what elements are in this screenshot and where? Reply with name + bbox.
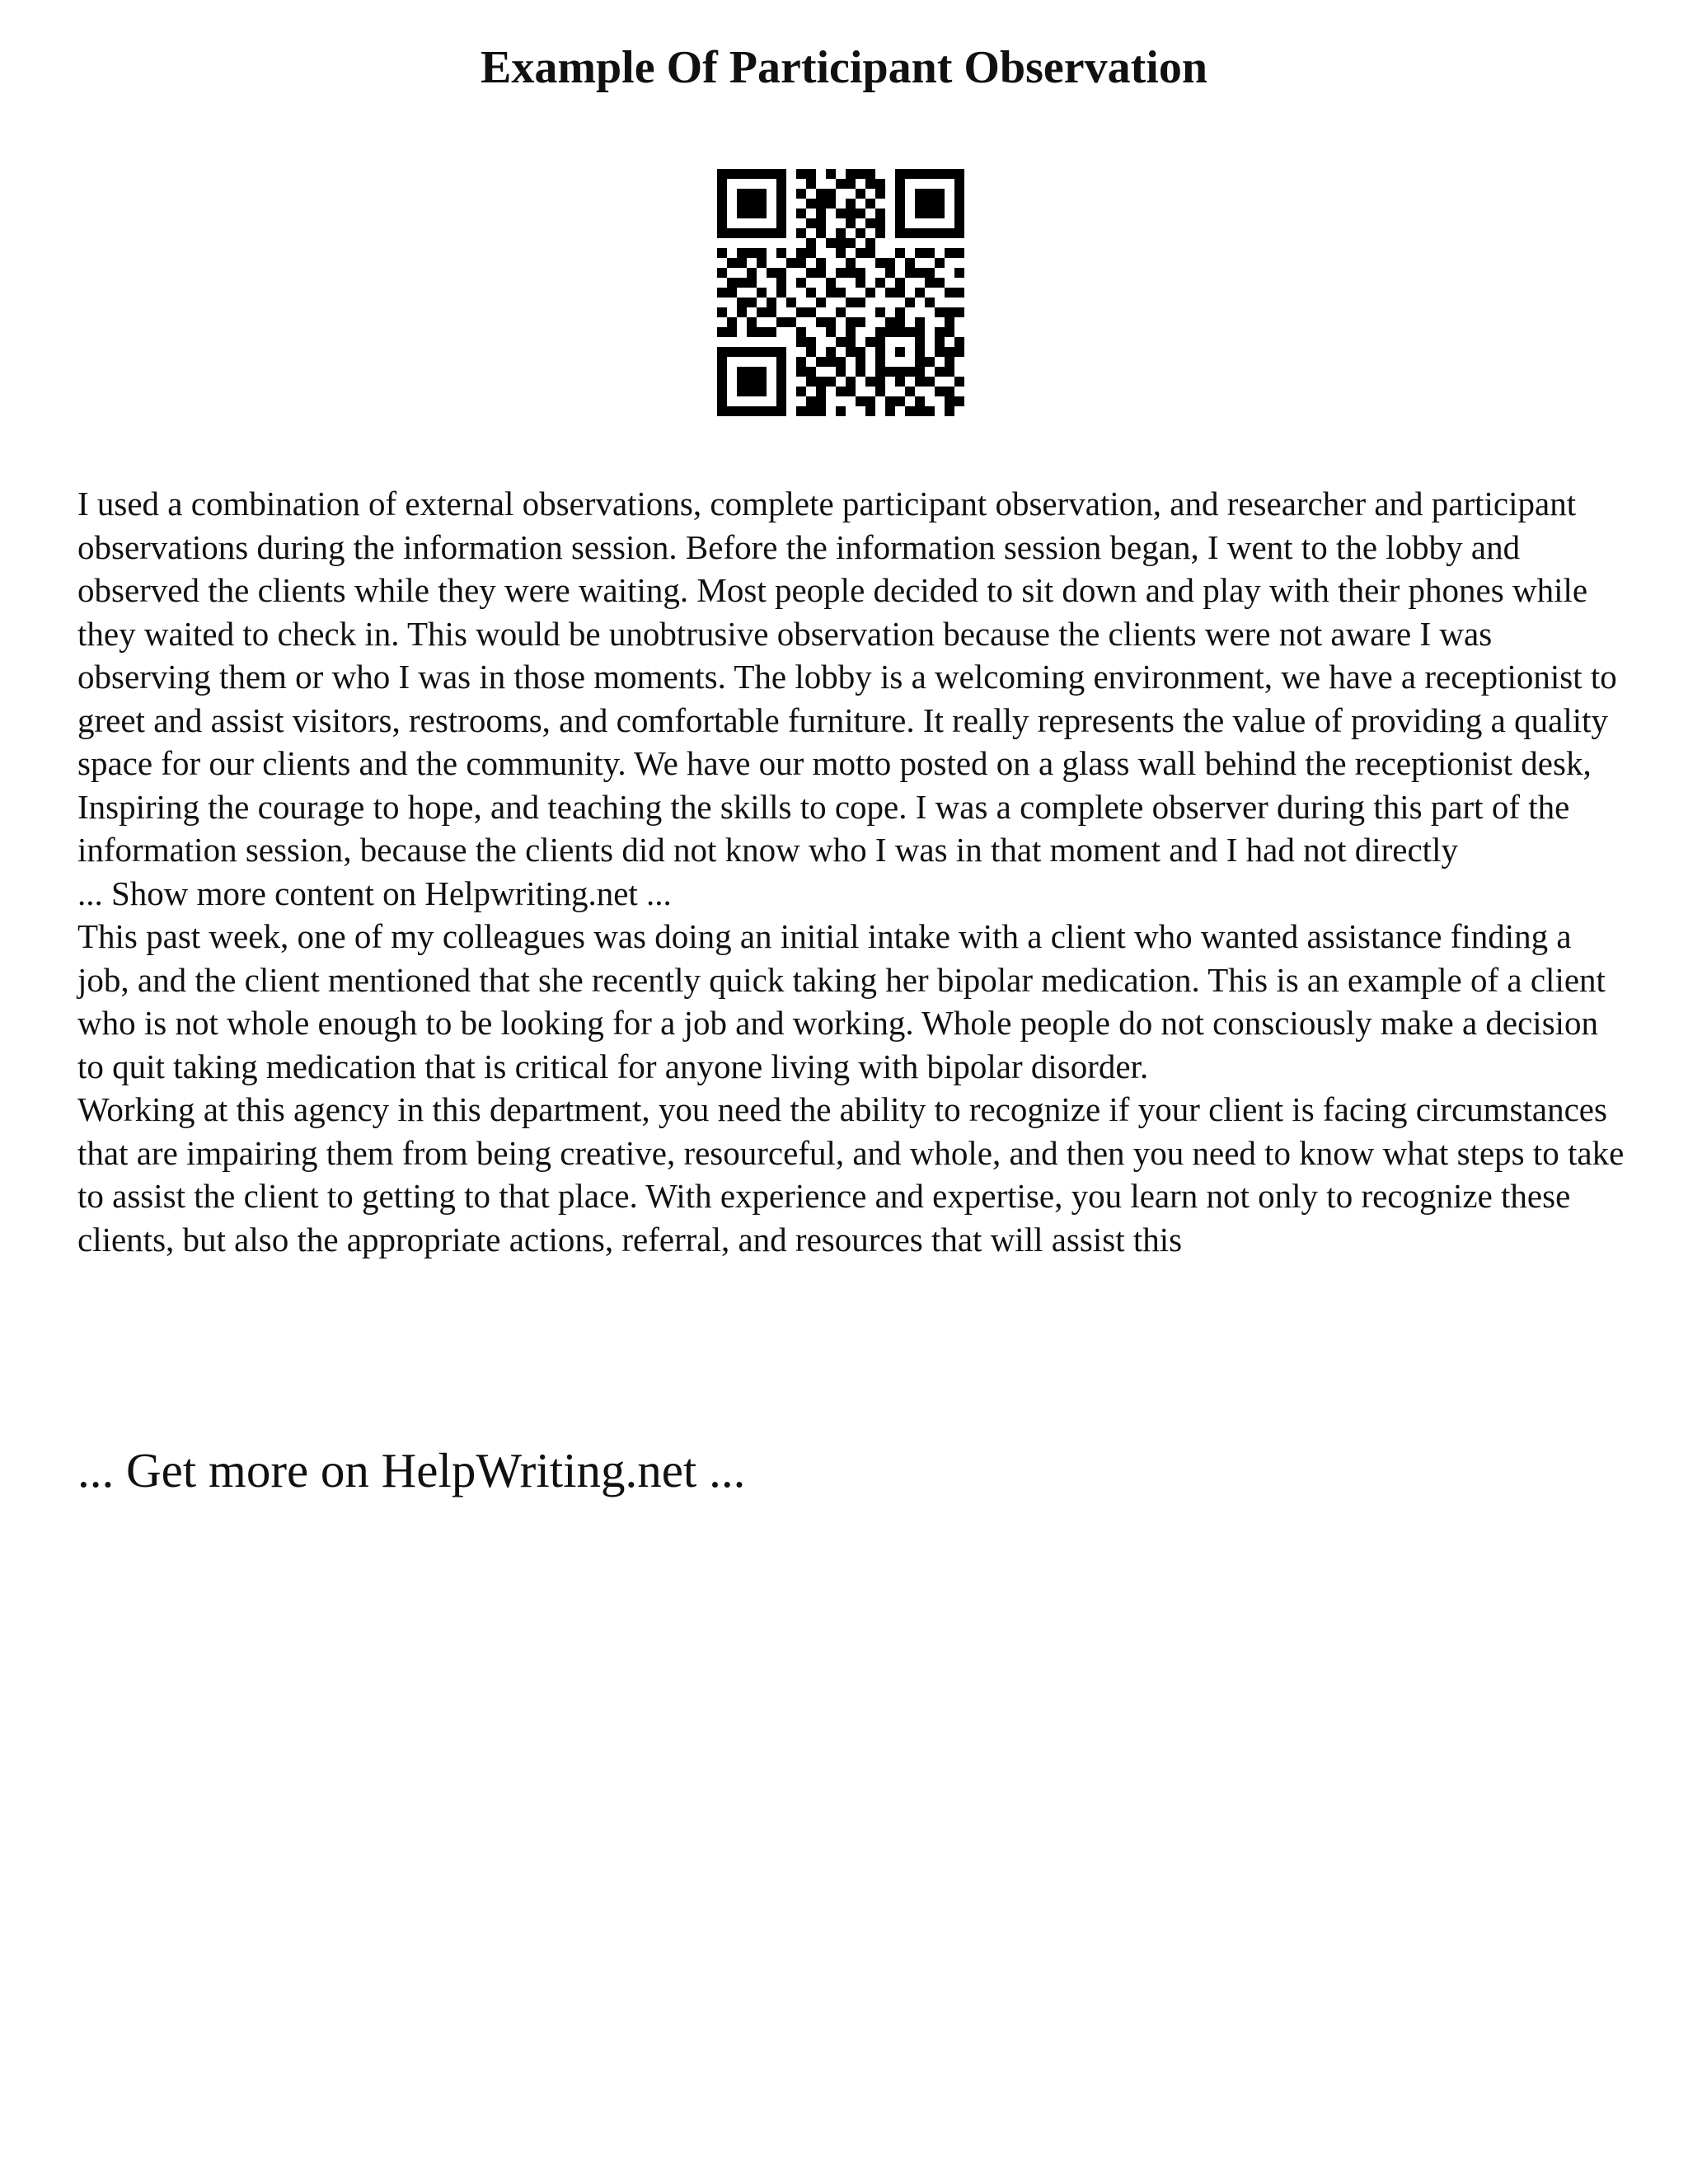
paragraph-agency-department: Working at this agency in this department, you need the ability to recognize if your client is facing circumstances that are impairing them from being creative, resourceful, and whole, and then you need to know what steps to take to assist the client to getting to that place. With experience and expertise, you learn not only to recognize these clients, but also the appropriate actions, referral, and resources that will assist this: [77, 1090, 1625, 1258]
get-more-link[interactable]: ... Get more on HelpWriting.net ...: [77, 1443, 746, 1497]
paragraph-observations: I used a combination of external observations, complete participant observation, and researcher and participant observations during the information session. Before the information session began, I went to the lobby and observed the clients while they were waiting. Most people decided to sit down and play with their phones while they waited to check in. This would be unobtrusive observation because the clients were not aware I was observing them or who I was in those moments. The lobby is a welcoming environment, we have a receptionist to greet and assist visitors, restrooms, and comfortable furniture. It really represents the value of providing a quality space for our clients and the community. We have our motto posted on a glass wall behind the receptionist desk, Inspiring the courage to hope, and teaching the skills to cope. I was a complete observer during this part of the information session, because the clients did not know who I was in that moment and I had not directly: [77, 485, 1617, 869]
qr-code-icon: [717, 169, 964, 416]
paragraph-colleague-intake: This past week, one of my colleagues was doing an initial intake with a client who wanted assistance finding a job, and the client mentioned that she recently quick taking her bipolar medication. This is an example of a client who is not whole enough to be looking for a job and working. Whole people do not consciously make a decision to quit taking medication that is critical for anyone living with bipolar disorder.: [77, 917, 1606, 1085]
show-more-link[interactable]: ... Show more content on Helpwriting.net ...: [77, 874, 672, 912]
qr-code-image: [717, 169, 964, 416]
page-title: Example Of Participant Observation: [481, 42, 1207, 93]
article-body: [77, 482, 1627, 1261]
